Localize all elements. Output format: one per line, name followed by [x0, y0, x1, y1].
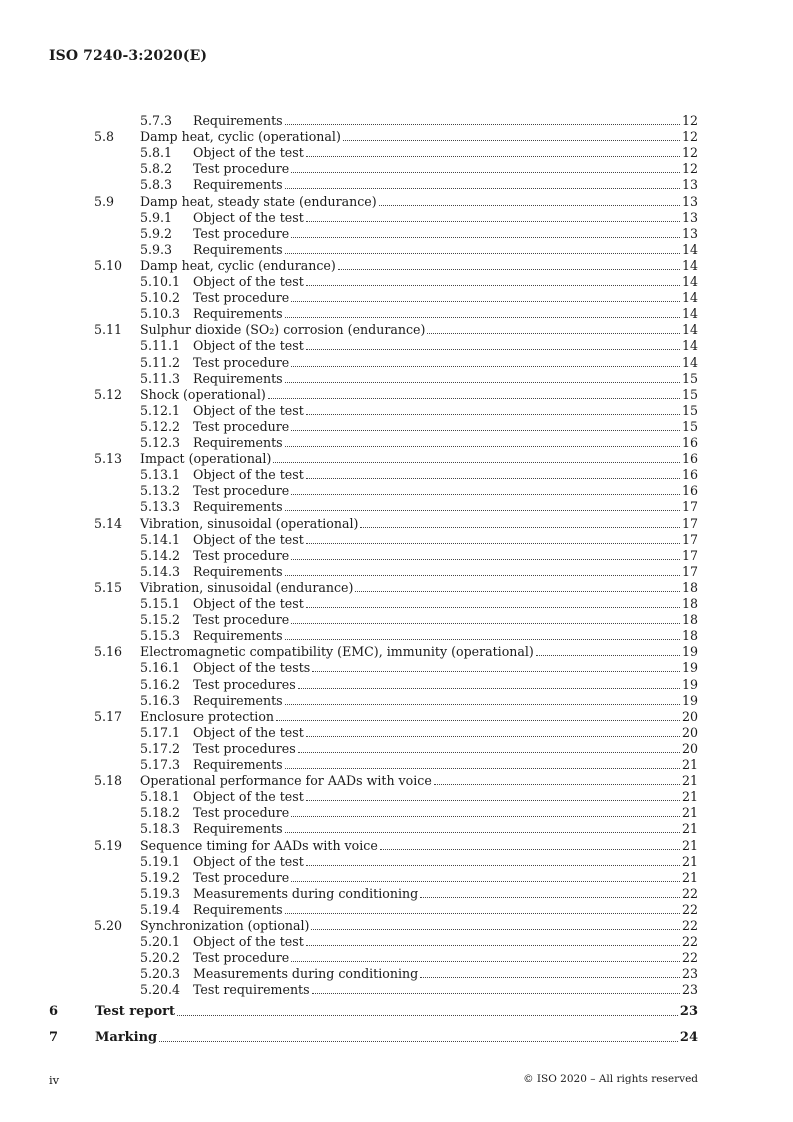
toc-entry[interactable]	[0, 290, 793, 306]
toc-entry[interactable]	[0, 789, 793, 805]
toc-entry[interactable]	[0, 870, 793, 886]
toc-entry-title: Object of the test	[193, 145, 304, 161]
dot-leader	[291, 558, 680, 560]
toc-entry-number: 5.14.3	[140, 563, 181, 579]
toc-entry-title: Test procedure	[193, 612, 290, 628]
dot-leader	[306, 155, 680, 157]
toc-entry-page: 19	[681, 660, 698, 676]
toc-entry[interactable]	[0, 548, 793, 564]
toc-entry[interactable]	[0, 242, 793, 258]
toc-entry-page: 12	[681, 129, 698, 145]
toc-entry-title: Test procedure	[193, 483, 290, 499]
dot-leader	[311, 928, 679, 930]
toc-entry-number: 5.19	[94, 837, 123, 853]
dot-leader	[285, 187, 680, 189]
toc-entry-number: 5.12.3	[140, 435, 181, 450]
toc-entry-page: 14	[681, 354, 698, 370]
toc-entry-title: Requirements	[193, 499, 283, 515]
toc-entry-page: 17	[681, 515, 698, 531]
toc-entry-title: Object of the test	[193, 531, 304, 547]
toc-entry-title: Object of the test	[193, 789, 304, 805]
toc-entry[interactable]	[0, 693, 793, 709]
toc-entry-number: 5.16.2	[140, 676, 181, 692]
toc-entry[interactable]	[0, 226, 793, 242]
dot-leader	[306, 606, 680, 608]
toc-entry[interactable]	[0, 677, 793, 693]
dot-leader	[291, 236, 680, 238]
copyright-notice: © ISO 2020 – All rights reserved	[523, 1073, 698, 1085]
toc-entry-title: Requirements	[193, 757, 283, 772]
toc-entry-title: Test procedure	[193, 354, 290, 370]
toc-entry-number: 5.19.2	[140, 869, 181, 885]
toc-entry-page: 21	[681, 869, 698, 885]
toc-entry-title: Requirements	[193, 435, 283, 450]
toc-entry[interactable]	[0, 741, 793, 757]
toc-entry[interactable]	[0, 612, 793, 628]
toc-entry-number: 5.18.3	[140, 821, 181, 837]
toc-entry-number: 5.20.3	[140, 966, 181, 982]
toc-entry-number: 5.14.2	[140, 547, 181, 563]
toc-entry-page: 18	[681, 628, 698, 644]
toc-entry[interactable]	[0, 371, 793, 387]
page-number: iv	[49, 1073, 60, 1087]
dot-leader	[306, 735, 680, 737]
toc-entry-number: 5.12.1	[140, 402, 181, 418]
toc-entry[interactable]	[0, 161, 793, 177]
dot-leader	[427, 332, 680, 334]
toc-entry-number: 5.15	[94, 579, 123, 595]
toc-entry-number: 7	[49, 1030, 59, 1045]
toc-entry-page: 17	[681, 563, 698, 579]
toc-entry-number: 5.8.1	[140, 145, 173, 161]
toc-entry-page: 18	[681, 579, 698, 595]
toc-entry-number: 5.16.1	[140, 660, 181, 676]
toc-entry[interactable]	[0, 194, 793, 210]
toc-entry-page: 17	[681, 547, 698, 563]
toc-entry-number: 5.7.3	[140, 113, 173, 128]
toc-entry-title: Test procedures	[193, 740, 296, 756]
toc-entry-page: 14	[681, 338, 698, 354]
toc-entry-page: 22	[681, 901, 698, 917]
toc-entry-title: Test procedure	[193, 290, 290, 306]
toc-entry-page: 12	[681, 145, 698, 161]
dot-leader	[306, 284, 680, 286]
dot-leader	[285, 445, 680, 447]
toc-entry-page: 22	[681, 950, 698, 966]
toc-entry-title: Electromagnetic compatibility (EMC), immunity (operational)	[140, 644, 534, 660]
toc-entry[interactable]	[0, 709, 793, 725]
toc-entry-page: 19	[681, 644, 698, 660]
toc-entry-number: 5.19.1	[140, 853, 181, 869]
toc-entry-page: 21	[681, 805, 698, 821]
toc-entry-title: Requirements	[193, 692, 283, 708]
dot-leader	[338, 268, 680, 270]
toc-entry-number: 5.17.1	[140, 724, 181, 740]
toc-entry-number: 6	[49, 1003, 59, 1019]
toc-entry-page: 14	[681, 290, 698, 306]
dot-leader	[298, 751, 680, 753]
toc-entry-title: Vibration, sinusoidal (operational)	[140, 515, 359, 531]
dot-leader	[379, 204, 680, 206]
toc-entry-title: Test procedures	[193, 676, 296, 692]
toc-entry-title: Test procedure	[193, 161, 290, 177]
toc-entry-title: Object of the test	[193, 853, 304, 869]
toc-entry-page: 21	[681, 757, 698, 772]
toc-entry-number: 5.11.3	[140, 370, 181, 386]
toc-entry[interactable]	[0, 419, 793, 435]
toc-entry-number: 5.9	[94, 193, 115, 209]
dot-leader	[285, 638, 680, 640]
toc-entry[interactable]	[0, 274, 793, 290]
toc-entry-title: Object of the test	[193, 934, 304, 950]
dot-leader	[536, 654, 680, 656]
toc-entry-number: 5.18	[94, 773, 123, 789]
toc-entry-number: 5.19.4	[140, 901, 181, 917]
toc-entry-page: 20	[681, 708, 698, 724]
toc-entry[interactable]	[0, 403, 793, 419]
toc-entry-number: 5.13.2	[140, 483, 181, 499]
toc-entry[interactable]	[0, 113, 793, 129]
toc-entry-page: 14	[681, 257, 698, 273]
toc-entry-number: 5.16.3	[140, 692, 181, 708]
toc-entry[interactable]	[0, 145, 793, 161]
toc-entry-number: 5.20.4	[140, 982, 181, 998]
document-header: ISO 7240-3:2020(E)	[49, 48, 208, 64]
toc-entry[interactable]	[0, 580, 793, 596]
toc-entry-title: Damp heat, cyclic (operational)	[140, 129, 341, 145]
toc-entry[interactable]	[0, 516, 793, 532]
dot-leader	[306, 864, 680, 866]
toc-entry-page: 13	[681, 177, 698, 193]
toc-entry-page: 19	[681, 692, 698, 708]
toc-entry-title: Requirements	[193, 306, 283, 322]
toc-entry-title: Requirements	[193, 370, 283, 386]
toc-entry[interactable]	[0, 982, 793, 998]
toc-entry-title: Object of the test	[193, 724, 304, 740]
toc-entry[interactable]	[0, 532, 793, 548]
dot-leader	[285, 123, 680, 125]
dot-leader	[291, 493, 680, 495]
toc-entry-page: 23	[679, 1003, 698, 1019]
toc-entry-page: 22	[681, 934, 698, 950]
toc-entry-title: Operational performance for AADs with voice	[140, 773, 432, 789]
toc-entry-title: Vibration, sinusoidal (endurance)	[140, 579, 354, 595]
toc-entry-title: Object of the test	[193, 209, 304, 225]
toc-entry-number: 5.14.1	[140, 531, 181, 547]
toc-entry-title: Object of the test	[193, 596, 304, 611]
dot-leader	[291, 815, 680, 817]
toc-entry[interactable]	[0, 644, 793, 660]
dot-leader	[285, 509, 680, 511]
toc-entry-number: 5.20	[94, 918, 123, 933]
dot-leader	[291, 171, 680, 173]
toc-entry-number: 5.10	[94, 257, 123, 273]
toc-entry-title: Impact (operational)	[140, 451, 272, 467]
toc-entry-number: 5.19.3	[140, 885, 181, 901]
toc-entry-number: 5.9.3	[140, 241, 173, 257]
toc-entry-number: 5.13	[94, 451, 123, 467]
toc-entry-number: 5.16	[94, 644, 123, 660]
toc-entry-number: 5.10.2	[140, 290, 181, 306]
toc-entry[interactable]	[0, 210, 793, 226]
toc-entry-page: 21	[681, 821, 698, 837]
toc-entry-title: Test procedure	[193, 225, 290, 241]
toc-entry[interactable]	[0, 387, 793, 403]
toc-entry-page: 16	[681, 467, 698, 483]
toc-entry-number: 5.18.2	[140, 805, 181, 821]
dot-leader	[306, 542, 680, 544]
toc-entry-page: 13	[681, 225, 698, 241]
toc-entry-page: 21	[681, 773, 698, 789]
toc-entry-number: 5.15.1	[140, 596, 181, 611]
dot-leader	[312, 670, 680, 672]
toc-entry-title: Object of the test	[193, 467, 304, 483]
toc-entry[interactable]	[0, 934, 793, 950]
toc-entry-page: 14	[681, 241, 698, 257]
toc-entry-page: 17	[681, 499, 698, 515]
toc-entry-title: Damp heat, cyclic (endurance)	[140, 257, 336, 273]
toc-entry-title: Test report	[95, 1003, 176, 1019]
toc-entry-title: Sequence timing for AADs with voice	[140, 837, 378, 853]
toc-entry-number: 5.12	[94, 386, 123, 402]
dot-leader	[285, 831, 680, 833]
toc-entry-page: 16	[681, 483, 698, 499]
toc-entry[interactable]	[0, 773, 793, 789]
toc-entry[interactable]	[0, 355, 793, 371]
toc-entry-page: 14	[681, 274, 698, 289]
toc-entry-number: 5.20.2	[140, 950, 181, 966]
dot-leader	[306, 799, 680, 801]
toc-entry-page: 15	[681, 386, 698, 402]
toc-entry-title: Requirements	[193, 177, 283, 193]
toc-entry-title: Enclosure protection	[140, 708, 275, 724]
toc-entry[interactable]	[0, 451, 793, 467]
toc-entry-page: 24	[679, 1030, 698, 1045]
toc-entry-page: 18	[681, 596, 698, 611]
toc-entry-title: Requirements	[193, 241, 283, 257]
dot-leader	[343, 139, 680, 141]
toc-entry[interactable]	[0, 902, 793, 918]
toc-entry-title: Requirements	[193, 113, 283, 128]
toc-entry-number: 5.9.2	[140, 225, 173, 241]
toc-entry[interactable]	[0, 854, 793, 870]
toc-entry-number: 5.8.2	[140, 161, 173, 177]
toc-entry[interactable]	[0, 821, 793, 837]
toc-entry-page: 14	[681, 322, 698, 338]
toc-entry-number: 5.8	[94, 129, 115, 145]
dot-leader	[273, 461, 680, 463]
toc-entry-number: 5.10.1	[140, 274, 181, 289]
toc-entry[interactable]	[0, 258, 793, 274]
dot-leader	[420, 896, 680, 898]
toc-entry[interactable]	[0, 177, 793, 193]
toc-entry-page: 23	[681, 966, 698, 982]
dot-leader	[285, 574, 680, 576]
dot-leader	[306, 348, 680, 350]
toc-entry[interactable]	[0, 129, 793, 145]
toc-entry-title: Test procedure	[193, 547, 290, 563]
dot-leader	[177, 1014, 678, 1016]
toc-entry[interactable]	[0, 564, 793, 580]
toc-entry-number: 5.10.3	[140, 306, 181, 322]
toc-entry-page: 21	[681, 853, 698, 869]
dot-leader	[306, 477, 680, 479]
toc-entry[interactable]	[0, 467, 793, 483]
dot-leader	[291, 960, 680, 962]
toc-entry-number: 5.13.1	[140, 467, 181, 483]
toc-entry-number: 5.18.1	[140, 789, 181, 805]
toc-entry-number: 5.11.1	[140, 338, 181, 354]
toc-entry-number: 5.20.1	[140, 934, 181, 950]
toc-entry-page: 14	[681, 306, 698, 322]
toc-entry-title: Requirements	[193, 628, 283, 644]
toc-entry-number: 5.8.3	[140, 177, 173, 193]
toc-entry-title: Requirements	[193, 821, 283, 837]
toc-entry-title: Sulphur dioxide (SO₂) corrosion (endurance)	[140, 322, 426, 338]
toc-entry-title: Measurements during conditioning	[193, 885, 419, 901]
toc-entry[interactable]	[0, 757, 793, 773]
dot-leader	[360, 526, 680, 528]
dot-leader	[291, 429, 680, 431]
dot-leader	[291, 880, 680, 882]
toc-entry-title: Test procedure	[193, 950, 290, 966]
toc-entry-number: 5.17.3	[140, 757, 181, 772]
toc-entry-title: Test procedure	[193, 869, 290, 885]
toc-entry-number: 5.17	[94, 708, 123, 724]
toc-entry-title: Requirements	[193, 901, 283, 917]
dot-leader	[291, 365, 680, 367]
dot-leader	[285, 316, 680, 318]
toc-entry[interactable]	[0, 886, 793, 902]
toc-entry-number: 5.15.3	[140, 628, 181, 644]
toc-entry-title: Synchronization (optional)	[140, 918, 310, 933]
dot-leader	[306, 220, 680, 222]
toc-entry-title: Object of the test	[193, 274, 304, 289]
toc-entry-page: 23	[681, 982, 698, 998]
dot-leader	[420, 976, 680, 978]
dot-leader	[285, 767, 680, 769]
dot-leader	[285, 912, 680, 914]
dot-leader	[276, 719, 680, 721]
toc-entry-page: 12	[681, 161, 698, 177]
toc-entry[interactable]	[0, 805, 793, 821]
toc-entry[interactable]	[0, 1030, 793, 1046]
toc-entry-page: 20	[681, 740, 698, 756]
toc-entry-number: 5.14	[94, 515, 123, 531]
toc-entry[interactable]	[0, 483, 793, 499]
toc-entry-number: 5.11	[94, 322, 123, 338]
toc-entry[interactable]	[0, 338, 793, 354]
toc-entry[interactable]	[0, 838, 793, 854]
toc-entry[interactable]	[0, 306, 793, 322]
toc-entry-title: Object of the tests	[193, 660, 311, 676]
dot-leader	[355, 590, 680, 592]
toc-entry-title: Marking	[95, 1030, 158, 1045]
toc-entry-title: Damp heat, steady state (endurance)	[140, 193, 377, 209]
toc-entry-number: 5.9.1	[140, 209, 173, 225]
dot-leader	[159, 1040, 678, 1042]
dot-leader	[434, 783, 680, 785]
toc-entry-title: Requirements	[193, 563, 283, 579]
toc-entry-number: 5.17.2	[140, 740, 181, 756]
toc-entry[interactable]	[0, 1004, 793, 1020]
toc-entry-page: 15	[681, 418, 698, 434]
toc-entry-page: 22	[681, 885, 698, 901]
toc-entry[interactable]	[0, 322, 793, 338]
toc-entry-page: 16	[681, 435, 698, 450]
toc-entry-page: 19	[681, 676, 698, 692]
toc-entry-number: 5.13.3	[140, 499, 181, 515]
toc-entry-title: Object of the test	[193, 338, 304, 354]
toc-entry-title: Test procedure	[193, 805, 290, 821]
toc-entry[interactable]	[0, 499, 793, 515]
toc-entry-page: 12	[681, 113, 698, 128]
toc-entry[interactable]	[0, 950, 793, 966]
toc-entry-page: 13	[681, 209, 698, 225]
dot-leader	[291, 300, 680, 302]
toc-entry-title: Shock (operational)	[140, 386, 266, 402]
dot-leader	[285, 703, 680, 705]
toc-entry-page: 18	[681, 612, 698, 628]
toc-entry[interactable]	[0, 628, 793, 644]
dot-leader	[306, 944, 680, 946]
dot-leader	[312, 992, 680, 994]
dot-leader	[291, 622, 680, 624]
dot-leader	[268, 397, 680, 399]
toc-entry[interactable]	[0, 966, 793, 982]
toc-entry-page: 15	[681, 402, 698, 418]
toc-entry-title: Object of the test	[193, 402, 304, 418]
toc-entry-number: 5.15.2	[140, 612, 181, 628]
toc-entry[interactable]	[0, 918, 793, 934]
toc-entry-page: 15	[681, 370, 698, 386]
toc-entry-number: 5.12.2	[140, 418, 181, 434]
toc-entry[interactable]	[0, 435, 793, 451]
dot-leader	[380, 848, 680, 850]
dot-leader	[306, 413, 680, 415]
toc-entry-page: 21	[681, 837, 698, 853]
toc-entry-page: 22	[681, 918, 698, 933]
dot-leader	[285, 381, 680, 383]
dot-leader	[298, 687, 680, 689]
toc-entry-number: 5.11.2	[140, 354, 181, 370]
dot-leader	[285, 252, 680, 254]
toc-entry-page: 20	[681, 724, 698, 740]
toc-entry-page: 13	[681, 193, 698, 209]
toc-entry[interactable]	[0, 660, 793, 676]
toc-entry[interactable]	[0, 725, 793, 741]
toc-entry-page: 17	[681, 531, 698, 547]
toc-entry-title: Measurements during conditioning	[193, 966, 419, 982]
toc-entry-title: Test requirements	[193, 982, 310, 998]
toc-entry[interactable]	[0, 596, 793, 612]
toc-entry-page: 21	[681, 789, 698, 805]
toc-entry-page: 16	[681, 451, 698, 467]
toc-entry-title: Test procedure	[193, 418, 290, 434]
